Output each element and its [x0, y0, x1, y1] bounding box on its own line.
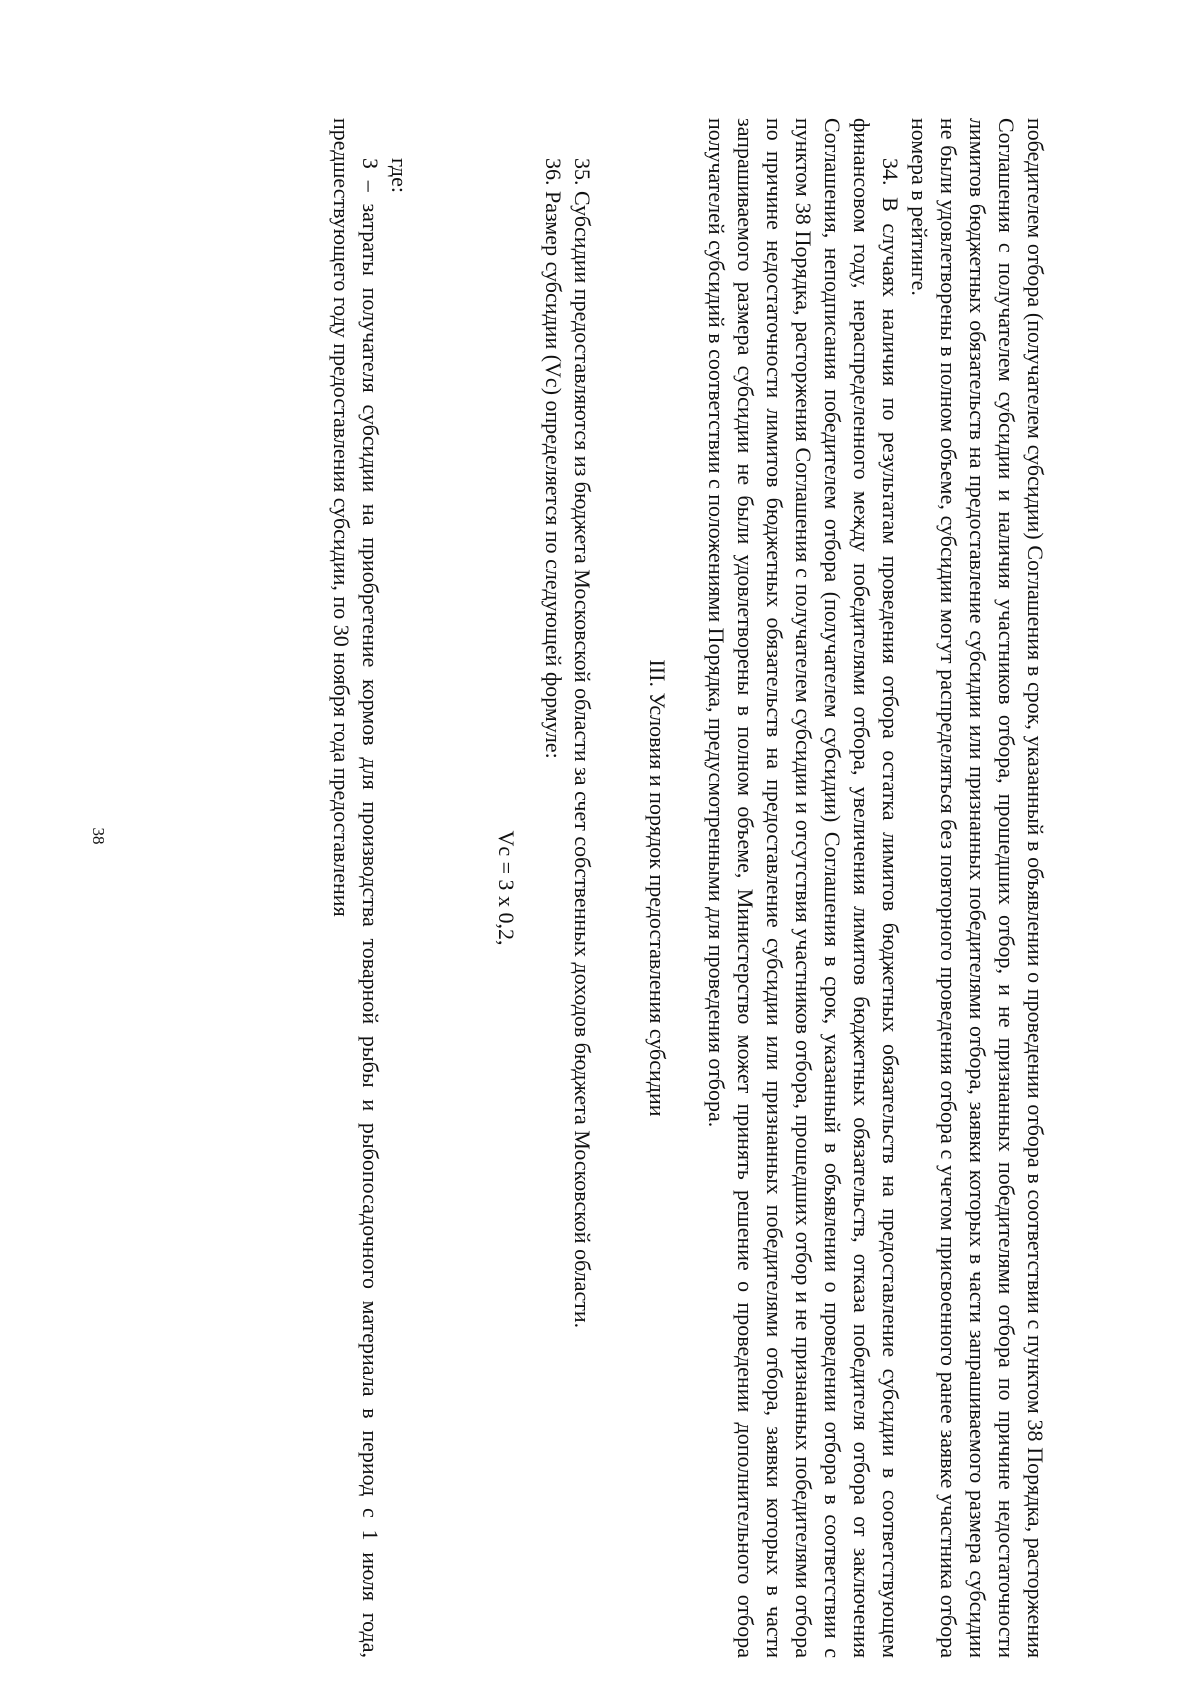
rotated-page-content	[145, 118, 1050, 1658]
definition-z: З – затраты получателя субсидии на приобретение кормов для производства товарной рыбы и рыбопосадочного материала в период с 1 июля года, предшествующего году предоставления субсидии, по 30 ноября года предоставления	[329, 118, 383, 1658]
where-label: где:	[387, 158, 412, 193]
document-body	[145, 118, 1050, 1658]
paragraph-34: 34. В случаях наличия по результатам проведения отбора остатка лимитов бюджетных обязательств на предоставление субсидии в соответствующем финансовом году, нераспределенного между победителями отбора, увеличения лимитов бюджетных обязательств, отказа победителя отбора от заключения Соглашения, неподписания победителем отбора (получателем субсидии) Соглашения в срок, указанный в объявлении о проведении отбора в соответствии с пунктом 38 Порядка, расторжения Соглашения с получателем субсидии и отсутствия участников отбора, прошедших отбор и не признанных победителями отбора по причине недостаточности лимитов бюджетных обязательств на предоставление субсидии или признанных победителями отбора, заявки которых в части запрашиваемого размера субсидии не были удовлетворены в полном объеме, Министерство может принять решение о проведении дополнительного отбора получателей субсидий в соответствии с положениями Порядка, предусмотренными для проведения отбора.	[704, 118, 903, 1658]
paragraph-33-continuation: победителем отбора (получателем субсидии) Соглашения в срок, указанный в объявлении о проведении отбора в соответствии с пунктом 38 Порядка, расторжения Соглашения с получателем субсидии и наличия участников отбора, прошедших отбор, и не признанных победителями отбора по причине недостаточности лимитов бюджетных обязательств на предоставление субсидии или признанных победителями отбора, заявки которых в части запрашиваемого размера субсидии не были удовлетворены в полном объеме, субсидии могут распределяться без повторного проведения отбора с учетом присвоенного ранее заявке участника отбора номера в рейтинге.	[907, 118, 1048, 1658]
paragraph-35: 35. Субсидии предоставляются из бюджета Московской области за счет собственных доходов бюджета Московской области.	[570, 158, 595, 1329]
paragraph-36: 36. Размер субсидии (Vc) определяется по следующей формуле:	[541, 158, 566, 759]
subsidy-formula: Vc = З x 0,2,	[494, 830, 519, 946]
spacer	[597, 118, 607, 1658]
page-number: 38	[89, 827, 108, 845]
section-heading: III. Условия и порядок предоставления субсидии	[645, 659, 670, 1117]
spacer	[414, 118, 474, 1658]
